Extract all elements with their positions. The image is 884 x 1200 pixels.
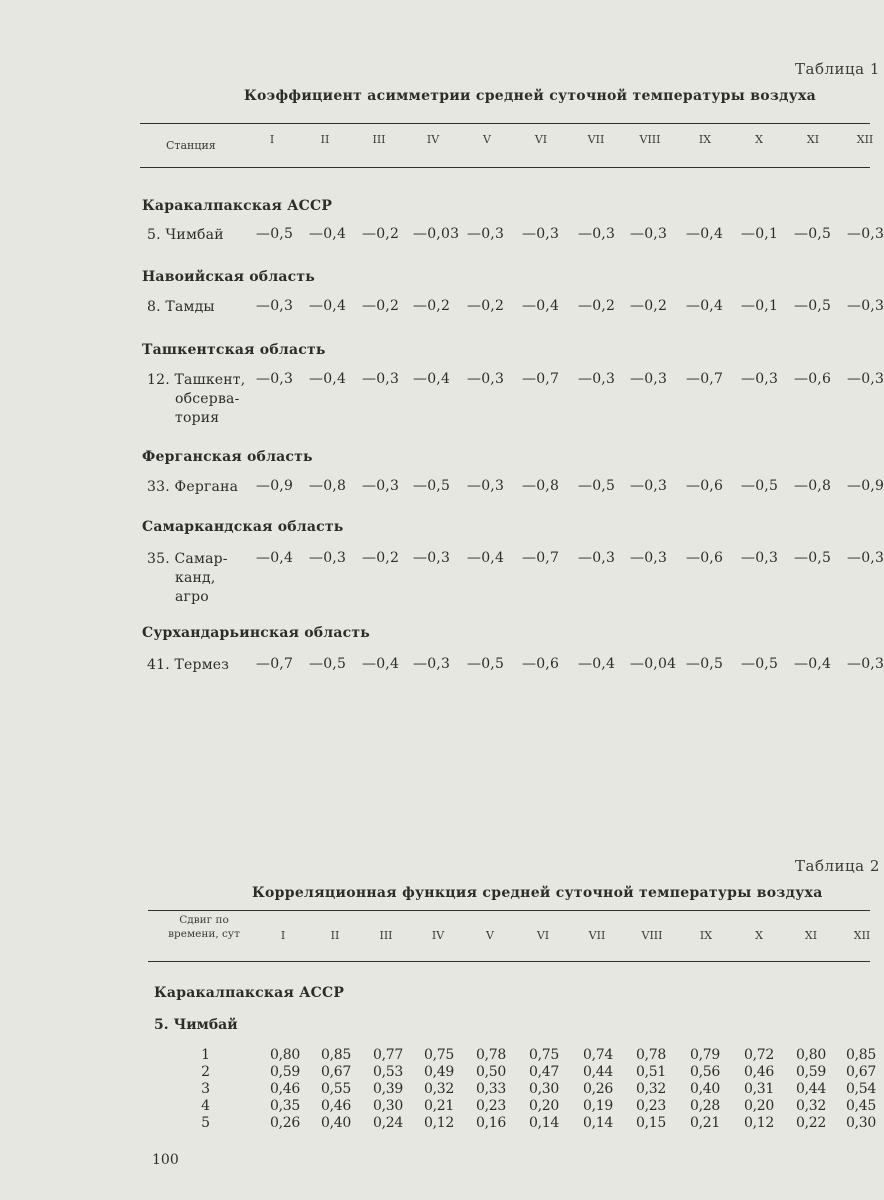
table1-station-name: канд, (175, 570, 216, 586)
table1-cell: —0,3 (256, 298, 294, 314)
table1-cell: —0,3 (362, 478, 400, 494)
table2-lag: 4 (201, 1098, 210, 1114)
table2-shift-header: Сдвиг по времени, сут (168, 914, 240, 940)
table2-month-header: XII (853, 929, 871, 942)
table1-cell: —0,3 (630, 550, 668, 566)
table2-cell: 0,49 (424, 1064, 454, 1080)
table1-cell: —0,5 (794, 226, 832, 242)
table2-cell: 0,35 (270, 1098, 300, 1114)
table1-cell: —0,8 (522, 478, 560, 494)
table2-cell: 0,20 (744, 1098, 774, 1114)
table2-cell: 0,46 (321, 1098, 351, 1114)
table2-cell: 0,12 (744, 1115, 774, 1131)
table2-cell: 0,78 (636, 1047, 666, 1063)
table1-cell: —0,3 (256, 371, 294, 387)
table2-cell: 0,80 (270, 1047, 300, 1063)
table1-region-heading: Навоийская область (142, 269, 315, 285)
table2-cell: 0,80 (796, 1047, 826, 1063)
table1-cell: —0,3 (467, 226, 505, 242)
table2-cell: 0,79 (690, 1047, 720, 1063)
table1-cell: —0,3 (362, 371, 400, 387)
table1-cell: —0,4 (686, 298, 724, 314)
table2-cell: 0,40 (690, 1081, 720, 1097)
table1-region-heading: Ташкентская область (142, 342, 326, 358)
table1-month-header: VI (534, 133, 548, 146)
table2-lag: 2 (201, 1064, 210, 1080)
table1-cell: —0,3 (309, 550, 347, 566)
table2-month-header: VII (588, 929, 606, 942)
table2-cell: 0,21 (424, 1098, 454, 1114)
table1-cell: —0,5 (741, 656, 779, 672)
table1-station-name: 8. Тамды (147, 299, 215, 315)
table2-cell: 0,67 (846, 1064, 876, 1080)
table1-station-name: 12. Ташкент, (147, 372, 246, 388)
table1-cell: —0,5 (794, 550, 832, 566)
table1-cell: —0,6 (794, 371, 832, 387)
table2-label: Таблица 2 (795, 857, 880, 875)
table1-cell: —0,3 (630, 371, 668, 387)
table2-cell: 0,53 (373, 1064, 403, 1080)
table2-cell: 0,46 (744, 1064, 774, 1080)
table2-cell: 0,32 (636, 1081, 666, 1097)
table2-cell: 0,26 (583, 1081, 613, 1097)
table2-cell: 0,30 (529, 1081, 559, 1097)
table1-cell: —0,3 (847, 226, 884, 242)
table2-month-header: III (379, 929, 393, 942)
table1-station-name: 33. Фергана (147, 479, 239, 495)
table1-cell: —0,7 (686, 371, 724, 387)
table2-cell: 0,85 (321, 1047, 351, 1063)
table2-cell: 0,75 (529, 1047, 559, 1063)
table1-cell: —0,5 (578, 478, 616, 494)
table2-cell: 0,14 (529, 1115, 559, 1131)
table1-cell: —0,9 (847, 478, 884, 494)
table1-region-heading: Самаркандская область (142, 519, 344, 535)
table1-month-header: I (269, 133, 275, 146)
table2-month-header: II (330, 929, 340, 942)
table1-cell: —0,4 (256, 550, 294, 566)
table1-cell: —0,6 (686, 550, 724, 566)
table1-cell: —0,6 (686, 478, 724, 494)
table2-cell: 0,23 (636, 1098, 666, 1114)
table1-month-header: IX (698, 133, 712, 146)
table1-cell: —0,3 (630, 478, 668, 494)
table1-cell: —0,3 (630, 226, 668, 242)
table1-cell: —0,03 (413, 226, 460, 242)
table2-cell: 0,32 (796, 1098, 826, 1114)
table2-month-header: VI (536, 929, 550, 942)
table1-station-name: 35. Самар- (147, 551, 228, 567)
table1-cell: —0,3 (741, 550, 779, 566)
table1-month-header: IV (426, 133, 440, 146)
table1-station-name: агро (175, 589, 209, 605)
table2-cell: 0,55 (321, 1081, 351, 1097)
table1-cell: —0,2 (362, 550, 400, 566)
table2-cell: 0,59 (270, 1064, 300, 1080)
table1-station-header: Станция (166, 139, 216, 152)
table2-cell: 0,31 (744, 1081, 774, 1097)
page-number: 100 (152, 1152, 179, 1168)
table1-cell: —0,3 (847, 550, 884, 566)
table1-label: Таблица 1 (795, 60, 880, 78)
table1-cell: —0,3 (741, 371, 779, 387)
table2-cell: 0,78 (476, 1047, 506, 1063)
table2-cell: 0,30 (846, 1115, 876, 1131)
table1-cell: —0,4 (309, 371, 347, 387)
table1-cell: —0,3 (413, 656, 451, 672)
table2-cell: 0,16 (476, 1115, 506, 1131)
table1-cell: —0,5 (467, 656, 505, 672)
table1-cell: —0,2 (578, 298, 616, 314)
table2-cell: 0,56 (690, 1064, 720, 1080)
table2-top-rule (148, 910, 870, 911)
table2-lag: 1 (201, 1047, 210, 1063)
table2-cell: 0,50 (476, 1064, 506, 1080)
table2-month-header: V (486, 929, 494, 942)
table1-cell: —0,7 (522, 550, 560, 566)
table2-cell: 0,22 (796, 1115, 826, 1131)
table1-cell: —0,8 (794, 478, 832, 494)
table1-cell: —0,5 (309, 656, 347, 672)
table1-station-name: 5. Чимбай (147, 227, 224, 243)
table1-cell: —0,8 (309, 478, 347, 494)
table1-cell: —0,2 (413, 298, 451, 314)
table2-cell: 0,75 (424, 1047, 454, 1063)
table1-title: Коэффициент асимметрии средней суточной температуры воздуха (244, 88, 817, 104)
table1-month-header: VIII (639, 133, 661, 146)
table2-month-header: XI (804, 929, 818, 942)
table2-month-header: IV (431, 929, 445, 942)
table1-cell: —0,4 (309, 226, 347, 242)
table1-cell: —0,4 (362, 656, 400, 672)
table1-cell: —0,3 (578, 371, 616, 387)
table1-cell: —0,5 (794, 298, 832, 314)
table2-month-header: IX (699, 929, 713, 942)
table2-cell: 0,46 (270, 1081, 300, 1097)
table1-cell: —0,3 (847, 298, 884, 314)
table1-region-heading: Сурхандарьинская область (142, 625, 370, 641)
table2-cell: 0,12 (424, 1115, 454, 1131)
table2-cell: 0,40 (321, 1115, 351, 1131)
table1-cell: —0,3 (467, 371, 505, 387)
table2-cell: 0,44 (583, 1064, 613, 1080)
table2-cell: 0,19 (583, 1098, 613, 1114)
table1-header-rule (140, 167, 870, 168)
table2-cell: 0,45 (846, 1098, 876, 1114)
table1-cell: —0,2 (362, 298, 400, 314)
table1-cell: —0,3 (847, 656, 884, 672)
table1-cell: —0,4 (522, 298, 560, 314)
table1-month-header: III (372, 133, 386, 146)
table2-cell: 0,85 (846, 1047, 876, 1063)
table2-cell: 0,44 (796, 1081, 826, 1097)
table2-cell: 0,15 (636, 1115, 666, 1131)
table1-cell: —0,6 (522, 656, 560, 672)
table1-cell: —0,3 (413, 550, 451, 566)
table1-cell: —0,3 (578, 226, 616, 242)
table2-cell: 0,20 (529, 1098, 559, 1114)
table2-region-heading: Каракалпакская АССР (154, 985, 345, 1001)
table2-cell: 0,23 (476, 1098, 506, 1114)
table1-station-name: обсерва- (175, 391, 240, 407)
table2-cell: 0,67 (321, 1064, 351, 1080)
table1-station-name: тория (175, 410, 220, 426)
table1-cell: —0,4 (686, 226, 724, 242)
table2-cell: 0,74 (583, 1047, 613, 1063)
table1-month-header: VII (587, 133, 605, 146)
table2-station-heading: 5. Чимбай (154, 1017, 238, 1033)
table1-top-rule (140, 123, 870, 124)
table1-cell: —0,5 (686, 656, 724, 672)
table1-cell: —0,3 (467, 478, 505, 494)
table2-lag: 5 (201, 1115, 210, 1131)
table1-cell: —0,2 (467, 298, 505, 314)
table2-month-header: VIII (641, 929, 663, 942)
table2-cell: 0,77 (373, 1047, 403, 1063)
table1-cell: —0,4 (467, 550, 505, 566)
table1-month-header: V (483, 133, 491, 146)
table1-cell: —0,4 (413, 371, 451, 387)
table1-cell: —0,1 (741, 298, 779, 314)
table2-cell: 0,47 (529, 1064, 559, 1080)
table1-cell: —0,2 (630, 298, 668, 314)
table1-cell: —0,5 (741, 478, 779, 494)
table2-cell: 0,59 (796, 1064, 826, 1080)
table2-cell: 0,21 (690, 1115, 720, 1131)
table2-month-header: I (280, 929, 286, 942)
table1-cell: —0,4 (794, 656, 832, 672)
table1-cell: —0,5 (413, 478, 451, 494)
table2-cell: 0,24 (373, 1115, 403, 1131)
table2-cell: 0,51 (636, 1064, 666, 1080)
table2-cell: 0,32 (424, 1081, 454, 1097)
table2-cell: 0,28 (690, 1098, 720, 1114)
table2-cell: 0,30 (373, 1098, 403, 1114)
table1-month-header: X (755, 133, 763, 146)
table1-month-header: XI (806, 133, 820, 146)
table2-cell: 0,33 (476, 1081, 506, 1097)
table2-lag: 3 (201, 1081, 210, 1097)
table1-cell: —0,3 (522, 226, 560, 242)
table1-cell: —0,4 (578, 656, 616, 672)
table1-cell: —0,7 (522, 371, 560, 387)
table1-region-heading: Ферганская область (142, 449, 313, 465)
table2-cell: 0,54 (846, 1081, 876, 1097)
table1-cell: —0,4 (309, 298, 347, 314)
table2-cell: 0,14 (583, 1115, 613, 1131)
table1-cell: —0,04 (630, 656, 677, 672)
table1-month-header: II (320, 133, 330, 146)
table2-cell: 0,72 (744, 1047, 774, 1063)
table1-cell: —0,5 (256, 226, 294, 242)
table2-title: Корреляционная функция средней суточной температуры воздуха (252, 885, 823, 901)
table1-cell: —0,9 (256, 478, 294, 494)
table1-cell: —0,3 (578, 550, 616, 566)
table1-cell: —0,2 (362, 226, 400, 242)
table2-month-header: X (755, 929, 763, 942)
table2-header-rule (148, 961, 870, 962)
table1-station-name: 41. Термез (147, 657, 230, 673)
table1-cell: —0,1 (741, 226, 779, 242)
table2-cell: 0,26 (270, 1115, 300, 1131)
table1-month-header: XII (856, 133, 874, 146)
table1-cell: —0,3 (847, 371, 884, 387)
table1-cell: —0,7 (256, 656, 294, 672)
table1-region-heading: Каракалпакская АССР (142, 198, 333, 214)
table2-cell: 0,39 (373, 1081, 403, 1097)
